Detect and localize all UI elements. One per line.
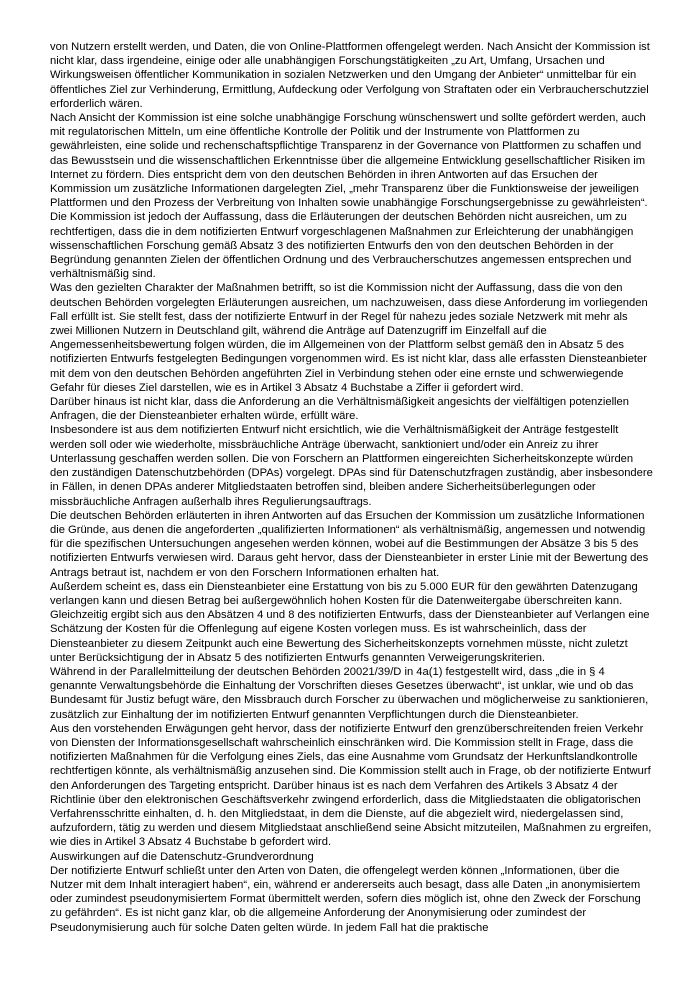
paragraph: Was den gezielten Charakter der Maßnahmen betrifft, so ist die Kommission nicht der Auffassung, dass die von den deutschen Behörden vorgelegten Erläuterungen ausreichen, um nachzuweisen, dass diese Anforderung im vorliegenden Fall erfüllt ist. Sie stellt fest, dass der notifizierte Entwurf in der Regel für nahezu jedes soziale Netzwerk mit mehr als zwei Millionen Nutzern in Deutschland gilt, während die Anträge auf Datenzugriff im Einzelfall auf die Angemessenheitsbewertung folgen würden, die im Allgemeinen von der Plattform selbst gemäß den in Absatz 5 des notifizierten Entwurfs festgelegten Bedingungen vorgenommen wird. Es ist nicht klar, dass alle erfassten Diensteanbieter mit dem von den deutschen Behörden angeführten Ziel in Verbindung stehen oder eine ernste und schwerwiegende Gefahr für dieses Ziel darstellen, wie es in Artikel 3 Absatz 4 Buchstabe a Ziffer ii gefordert wird. xyxy=(50,282,648,394)
section-heading: Auswirkungen auf die Datenschutz-Grundverordnung xyxy=(50,850,314,863)
paragraph: Außerdem scheint es, dass ein Diensteanbieter eine Erstattung von bis zu 5.000 EUR für den gewährten Datenzugang verlangen kann und diesen Betrag bei außergewöhnlich hohen Kosten für die Datenweitergabe überschreiten kann. Gleichzeitig ergibt sich aus den Absätzen 4 und 8 des notifizierten Entwurfs, dass der Diensteanbieter auf Verlangen eine Schätzung der Kosten für die Offenlegung auf eigene Kosten vorlegen muss. Es ist wahrscheinlich, dass der Diensteanbieter zu diesem Zeitpunkt auch eine Bewertung des Sicherheitskonzepts vornehmen müsste, nicht zuletzt unter Berücksichtigung der in Absatz 5 des notifizierten Entwurfs genannten Verweigerungskriterien. xyxy=(50,580,650,664)
paragraph: Der notifizierte Entwurf schließt unter den Arten von Daten, die offengelegt werden können „Informationen, über die Nutzer mit dem Inhalt interagiert haben“, ein, während er andererseits auch besagt, dass alle Daten „in anonymisiertem oder zumindest pseudonymisiertem Format übermittelt werden, sofern dies möglich ist, ohne den Zweck der Forschung zu gefährden“. Es ist nicht ganz klar, ob die allgemeine Anforderung der Anonymisierung oder zumindest der Pseudonymisierung auch für solche Daten gelten würde. In jedem Fall hat die praktische xyxy=(50,864,641,934)
paragraph: Die deutschen Behörden erläuterten in ihren Antworten auf das Ersuchen der Kommission um zusätzliche Informationen die Gründe, aus denen die angeforderten „qualifizierten Informationen“ als verhältnismäßig, angemessen und notwendig für die spezifischen Untersuchungen angesehen werden können, wobei auf die Bestimmungen der Absätze 3 bis 5 des notifizierten Entwurfs verwiesen wird. Daraus geht hervor, dass der Diensteanbieter in erster Linie mit der Bewertung des Antrags betraut ist, nachdem er von den Forschern Informationen erhalten hat. xyxy=(50,509,649,579)
paragraph: Darüber hinaus ist nicht klar, dass die Anforderung an die Verhältnismäßigkeit angesichts der vielfältigen potenziellen Anfragen, die der Diensteanbieter erhalten würde, erfüllt wäre. xyxy=(50,396,629,423)
paragraph: Aus den vorstehenden Erwägungen geht hervor, dass der notifizierte Entwurf den grenzüberschreitenden freien Verkehr von Diensten der Informationsgesellschaft wahrscheinlich einschränken wird. Die Kommission stellt in Frage, dass die notifizierten Maßnahmen für die Verfolgung eines Ziels, das eine Ausnahme vom Grundsatz der Herkunftslandkontrolle rechtfertigen könnte, als verhältnismäßig anzusehen sind. Die Kommission stellt auch in Frage, ob der notifizierte Entwurf den Anforderungen des Targeting entspricht. Darüber hinaus ist es nach dem Verfahren des Artikels 3 Absatz 4 der Richtlinie über den elektronischen Geschäftsverkehr zwingend erforderlich, dass die Mitgliedstaaten die obligatorischen Verfahrensschritte einhalten, d. h. den Mitgliedstaat, in dem die Dienste, auf die abgezielt wird, niedergelassen sind, aufzufordern, tätig zu werden und diesem Mitgliedstaat anschließend seine Absicht mitzuteilen, Maßnahmen zu ergreifen, wie dies in Artikel 3 Absatz 4 Buchstabe b gefordert wird. xyxy=(50,722,652,849)
paragraph: Nach Ansicht der Kommission ist eine solche unabhängige Forschung wünschenswert und sollte gefördert werden, auch mit regulatorischen Mitteln, um eine öffentliche Kontrolle der Politik und der Instrumente von Plattformen zu gewährleisten, eine solide und rechenschaftspflichtige Transparenz in der Governance von Plattformen zu schaffen und das Bewusstsein und die wissenschaftlichen Erkenntnisse über die allgemeine Entwicklung gesellschaftlicher Risiken im Internet zu fördern. Dies entspricht dem von den deutschen Behörden in ihren Antworten auf das Ersuchen der Kommission um zusätzliche Informationen dargelegten Ziel, „mehr Transparenz über die Funktionsweise der jeweiligen Plattformen und den Prozess der Verbreitung von Inhalten sowie unabhängige Forschungsergebnisse zu gewährleisten“. xyxy=(50,112,648,210)
paragraph: Die Kommission ist jedoch der Auffassung, dass die Erläuterungen der deutschen Behörden nicht ausreichen, um zu rechtfertigen, dass die in dem notifizierten Entwurf vorgeschlagenen Maßnahmen zur Erleichterung der unabhängigen wissenschaftlichen Forschung gemäß Absatz 3 des notifizierten Entwurfs den von den deutschen Behörden in der Begründung genannten Zielen der öffentlichen Ordnung und des Verbraucherschutzes angemessen entsprechen und verhältnismäßig sind. xyxy=(50,211,634,281)
paragraph: Insbesondere ist aus dem notifizierten Entwurf nicht ersichtlich, wie die Verhältnismäßigkeit der Anträge festgestellt werden soll oder wie wiederholte, missbräuchliche Anträge überwacht, sanktioniert und/oder ein Anreiz zu ihrer Unterlassung geschaffen werden sollen. Die von Forschern an Plattformen eingereichten Sicherheitskonzepte würden den zuständigen Datenschutzbehörden (DPAs) vorgelegt. DPAs sind für Datenschutzfragen zuständig, aber insbesondere in Fällen, in denen DPAs anderer Mitgliedstaaten betroffen sind, bleiben andere Sicherheitsüberlegungen oder missbräuchliche Anfragen außerhalb ihres Regulierungsauftrags. xyxy=(50,424,653,508)
paragraph: von Nutzern erstellt werden, und Daten, die von Online-Plattformen offengelegt werden. Nach Ansicht der Kommission ist nicht klar, dass irgendeine, einige oder alle unabhängigen Forschungstätigkeiten „zu Art, Umfang, Ursachen und Wirkungsweisen öffentlicher Kommunikation in sozialen Netzwerken und den Umgang der Anbieter“ unmittelbar für ein öffentliches Ziel zur Verhinderung, Ermittlung, Aufdeckung oder Verfolgung von Straftaten oder ein Verbraucherschutzziel erforderlich wären. xyxy=(50,41,650,110)
paragraph: Während in der Parallelmitteilung der deutschen Behörden 20021/39/D in 4a(1) festgestellt wird, dass „die in § 4 genannte Verwaltungsbehörde die Einhaltung der Vorschriften dieses Gesetzes überwacht“, ist unklar, wie und ob das Bundesamt für Justiz befugt wäre, den Missbrauch durch Forscher zu überwachen und möglicherweise zu sanktionieren, zusätzlich zur Einhaltung der im notifizierten Entwurf genannten Verpflichtungen durch die Diensteanbieter. xyxy=(50,665,649,721)
document-page xyxy=(50,40,653,935)
